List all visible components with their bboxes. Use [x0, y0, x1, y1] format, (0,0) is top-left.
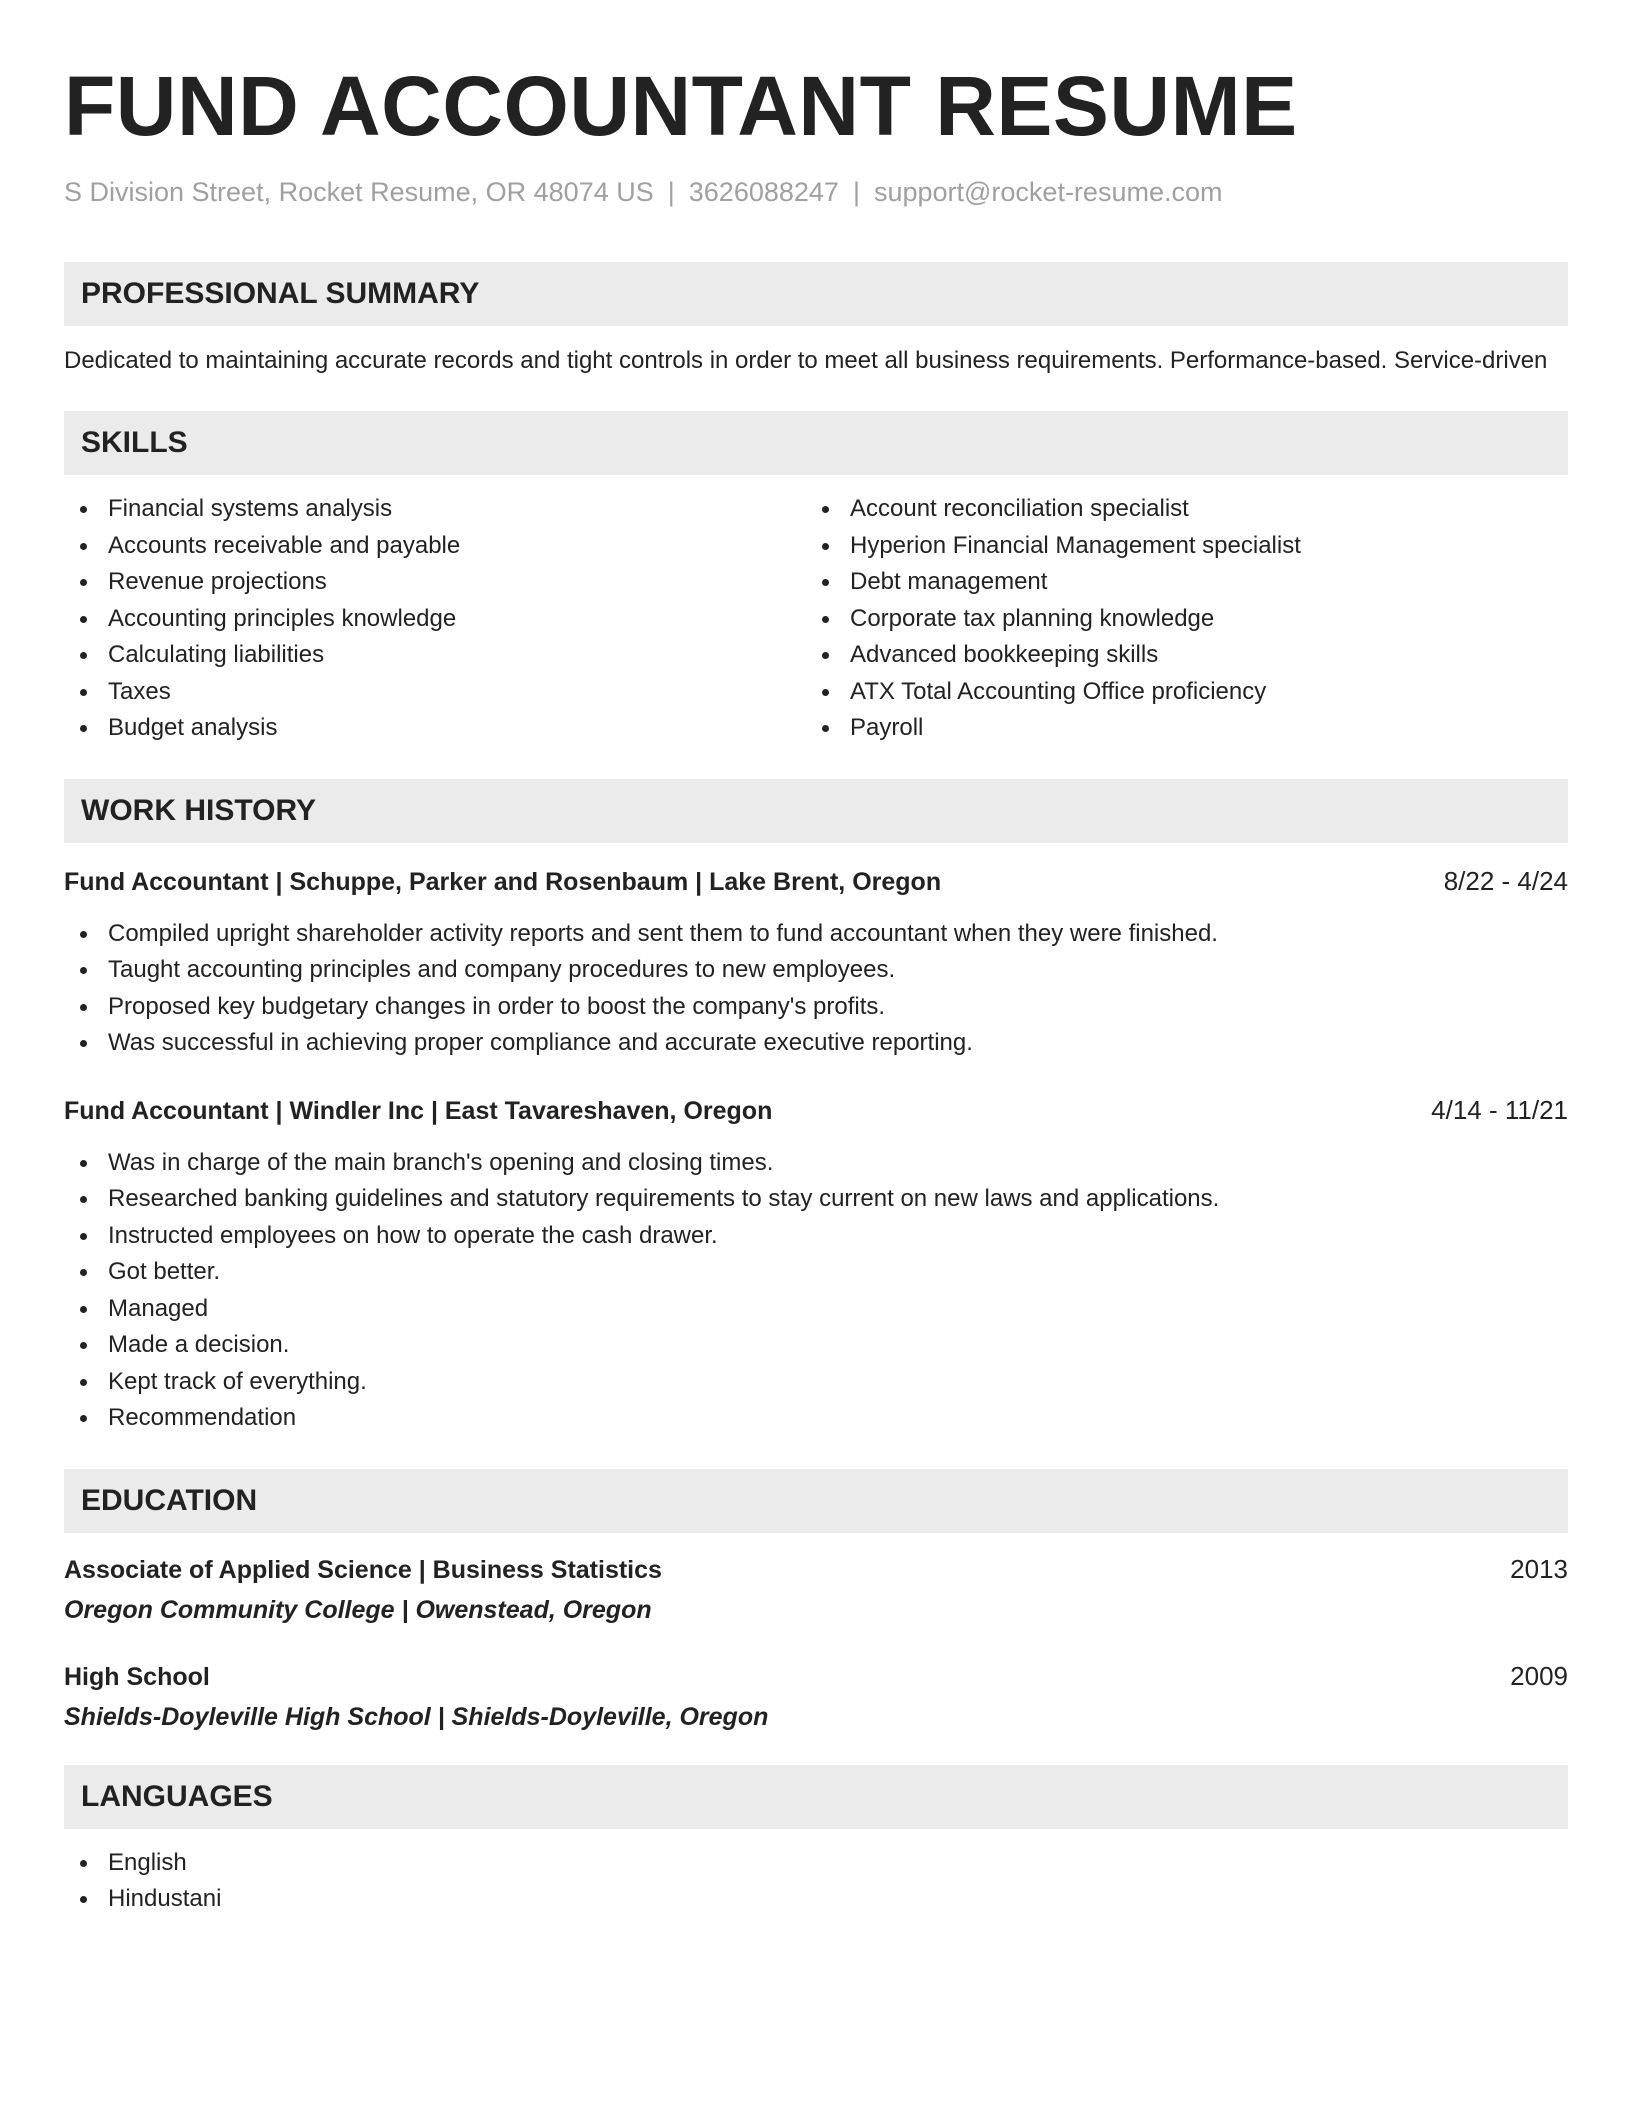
skills-left-column [64, 491, 806, 747]
skill-item: Account reconciliation specialist [806, 491, 1548, 528]
job-bullet: Instructed employees on how to operate the cash drawer. [64, 1218, 1568, 1255]
job-entry [64, 1092, 1568, 1437]
contact-email: support@rocket-resume.com [873, 177, 1223, 207]
skills-right-column [806, 491, 1548, 747]
language-item: Hindustani [64, 1881, 1568, 1918]
summary-heading: PROFESSIONAL SUMMARY [64, 262, 1568, 326]
job-bullet: Proposed key budgetary changes in order to boost the company's profits. [64, 989, 1568, 1026]
skill-item: Revenue projections [64, 564, 806, 601]
summary-section [64, 262, 1568, 379]
job-bullet: Got better. [64, 1254, 1568, 1291]
job-title: Fund Accountant | Windler Inc | East Tavareshaven, Oregon [64, 1096, 773, 1125]
job-header [64, 863, 1568, 900]
summary-text: Dedicated to maintaining accurate records and tight controls in order to meet all business requirements. Performance-based. Service-driven [64, 347, 1548, 374]
contact-address: S Division Street, Rocket Resume, OR 48074 US [64, 177, 654, 207]
education-header [64, 1658, 1568, 1695]
job-bullet: Compiled upright shareholder activity reports and sent them to fund accountant when they were finished. [64, 916, 1568, 953]
skill-item: Corporate tax planning knowledge [806, 601, 1548, 638]
job-bullets [64, 1145, 1568, 1437]
languages-list [64, 1845, 1568, 1918]
languages-section [64, 1765, 1568, 1918]
job-bullet: Was in charge of the main branch's opening and closing times. [64, 1145, 1568, 1182]
job-bullet: Made a decision. [64, 1327, 1568, 1364]
job-bullet: Was successful in achieving proper compliance and accurate executive reporting. [64, 1025, 1568, 1062]
skill-item: Calculating liabilities [64, 637, 806, 674]
skill-item: Accounting principles knowledge [64, 601, 806, 638]
education-year: 2009 [1510, 1660, 1568, 1691]
education-heading: EDUCATION [64, 1469, 1568, 1533]
job-bullet: Taught accounting principles and company procedures to new employees. [64, 952, 1568, 989]
skill-item: Hyperion Financial Management specialist [806, 528, 1548, 565]
language-item: English [64, 1845, 1568, 1882]
skills-heading: SKILLS [64, 411, 1568, 475]
work-history-heading: WORK HISTORY [64, 779, 1568, 843]
education-year: 2013 [1510, 1553, 1568, 1584]
skill-item: ATX Total Accounting Office proficiency [806, 674, 1548, 711]
resume-title: FUND ACCOUNTANT RESUME [64, 59, 1298, 153]
skill-item: Financial systems analysis [64, 491, 806, 528]
skill-item: Advanced bookkeeping skills [806, 637, 1548, 674]
education-entry [64, 1551, 1568, 1628]
job-bullet: Recommendation [64, 1400, 1568, 1437]
job-entry [64, 863, 1568, 1062]
contact-line [64, 174, 1568, 210]
work-history-section [64, 779, 1568, 1437]
languages-heading: LANGUAGES [64, 1765, 1568, 1829]
skills-section [64, 411, 1568, 747]
job-bullet: Kept track of everything. [64, 1364, 1568, 1401]
job-bullets [64, 916, 1568, 1062]
job-header [64, 1092, 1568, 1129]
job-bullet: Researched banking guidelines and statutory requirements to stay current on new laws and applications. [64, 1181, 1568, 1218]
education-school: Shields-Doyleville High School | Shields-Doyleville, Oregon [64, 1702, 769, 1731]
job-title: Fund Accountant | Schuppe, Parker and Rosenbaum | Lake Brent, Oregon [64, 867, 942, 896]
skill-item: Taxes [64, 674, 806, 711]
contact-separator: | [852, 177, 860, 207]
skill-item: Debt management [806, 564, 1548, 601]
education-section [64, 1469, 1568, 1735]
education-degree: Associate of Applied Science | Business Statistics [64, 1555, 662, 1584]
skill-item: Payroll [806, 710, 1548, 747]
skill-item: Budget analysis [64, 710, 806, 747]
contact-phone: 3626088247 [688, 177, 839, 207]
skills-columns [64, 491, 1568, 747]
job-bullet: Managed [64, 1291, 1568, 1328]
education-degree: High School [64, 1662, 210, 1691]
education-school: Oregon Community College | Owenstead, Oregon [64, 1595, 652, 1624]
job-dates: 8/22 - 4/24 [1443, 865, 1568, 896]
education-header [64, 1551, 1568, 1588]
education-entry [64, 1658, 1568, 1735]
job-dates: 4/14 - 11/21 [1431, 1094, 1568, 1125]
skill-item: Accounts receivable and payable [64, 528, 806, 565]
contact-separator: | [667, 177, 675, 207]
